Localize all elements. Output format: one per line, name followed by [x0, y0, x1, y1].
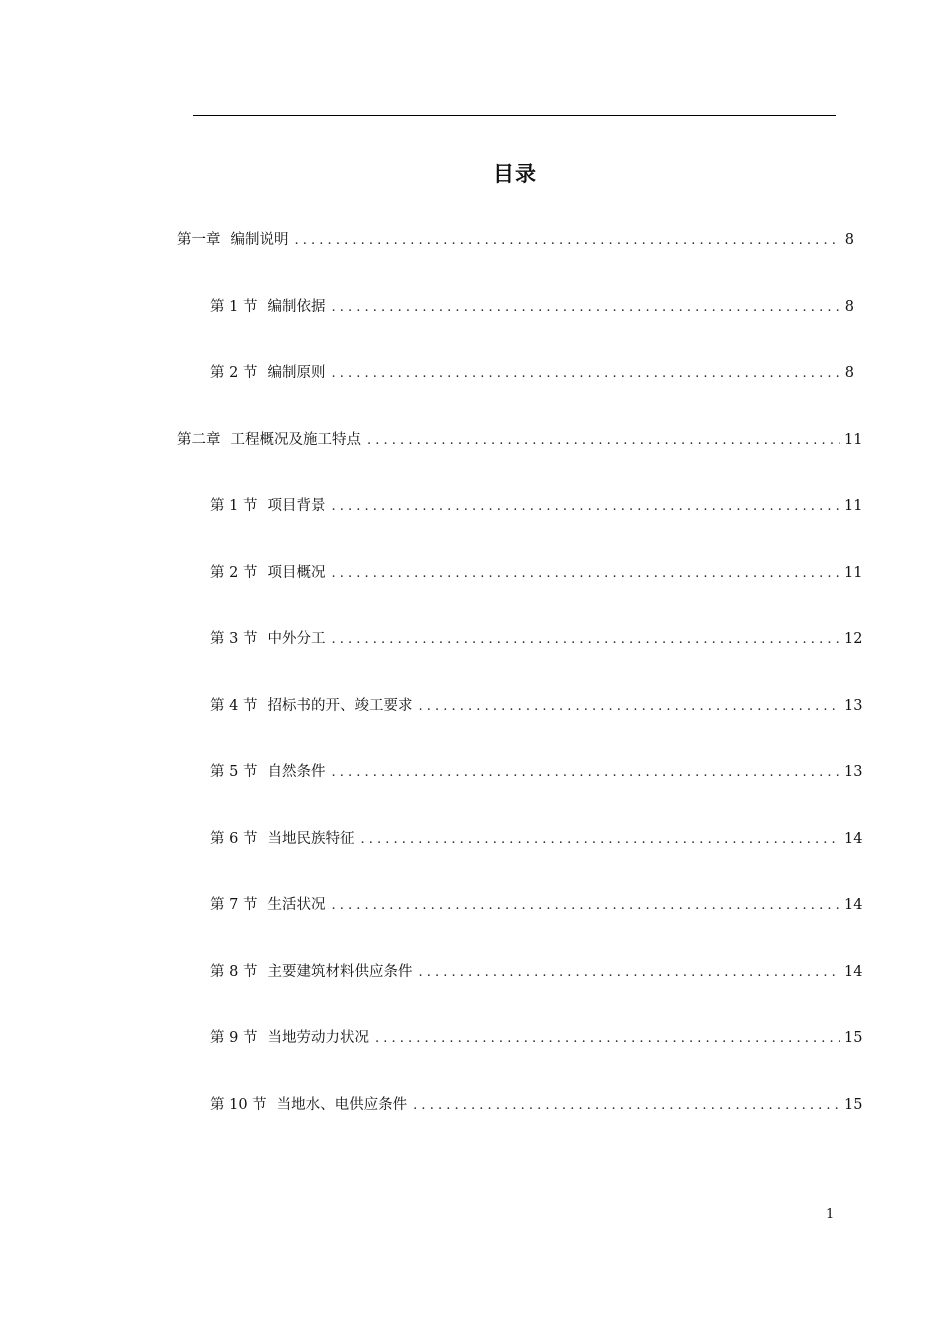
page-number: 1	[826, 1207, 835, 1222]
toc-entry[interactable]	[210, 696, 863, 716]
toc-entry[interactable]	[210, 1028, 863, 1048]
toc-leader-dots	[418, 696, 840, 717]
toc-entry-title: 当地民族特征	[267, 831, 355, 847]
toc-entry-number: 第 3 节	[210, 631, 258, 647]
toc-leader-dots	[331, 762, 840, 783]
toc-leader-dots	[367, 430, 840, 451]
page-title: 目录	[493, 162, 537, 186]
toc-leader-dots	[331, 563, 840, 584]
toc-leader-dots	[331, 629, 840, 650]
toc-entry-title: 当地劳动力状况	[267, 1030, 369, 1046]
toc-leader-dots	[413, 1095, 840, 1116]
toc-entry[interactable]	[210, 496, 863, 516]
toc-entry-title: 编制说明	[230, 232, 289, 248]
toc-entry[interactable]	[210, 762, 863, 782]
toc-leader-dots	[375, 1028, 840, 1049]
toc-entry-number: 第 9 节	[210, 1030, 258, 1046]
toc-entry-title: 项目概况	[267, 565, 326, 581]
toc-entry-number: 第 2 节	[210, 565, 258, 581]
toc-entry-title: 编制原则	[267, 365, 326, 381]
toc-entry-page: 8	[844, 232, 854, 248]
toc-leader-dots	[331, 297, 840, 318]
toc-entry-title: 生活状况	[267, 897, 326, 913]
toc-leader-dots	[331, 895, 840, 916]
toc-entry[interactable]	[210, 895, 863, 915]
toc-entry-number: 第一章	[177, 232, 221, 248]
toc-entry-number: 第二章	[177, 432, 221, 448]
toc-leader-dots	[418, 962, 840, 983]
toc-entry-page: 15	[844, 1030, 863, 1046]
toc-entry[interactable]	[210, 629, 863, 649]
toc-entry[interactable]	[177, 430, 863, 450]
toc-entry[interactable]	[210, 297, 854, 317]
toc-entry[interactable]	[210, 363, 854, 383]
toc-entry[interactable]	[210, 1095, 863, 1115]
toc-entry-number: 第 1 节	[210, 498, 258, 514]
toc-entry-title: 工程概况及施工特点	[230, 432, 361, 448]
toc-entry-title: 项目背景	[267, 498, 326, 514]
toc-entry-number: 第 4 节	[210, 698, 258, 714]
toc-entry-page: 13	[844, 698, 863, 714]
toc-entry-number: 第 10 节	[210, 1097, 267, 1113]
toc-leader-dots	[295, 230, 841, 251]
toc-entry-number: 第 1 节	[210, 299, 258, 315]
toc-entry-page: 11	[844, 565, 863, 581]
toc-leader-dots	[331, 363, 840, 384]
toc-entry-page: 15	[844, 1097, 863, 1113]
toc-entry-title: 中外分工	[267, 631, 326, 647]
toc-entry-title: 当地水、电供应条件	[276, 1097, 408, 1113]
toc-entry-title: 招标书的开、竣工要求	[267, 698, 413, 714]
toc-entry-number: 第 8 节	[210, 964, 258, 980]
toc-entry[interactable]	[210, 829, 863, 849]
toc-entry-number: 第 5 节	[210, 764, 258, 780]
toc-entry[interactable]	[177, 230, 854, 250]
toc-entry-title: 主要建筑材料供应条件	[267, 964, 413, 980]
toc-entry-page: 8	[844, 365, 854, 381]
toc-entry-page: 11	[844, 432, 863, 448]
toc-leader-dots	[331, 496, 840, 517]
toc-entry-number: 第 7 节	[210, 897, 258, 913]
toc-entry-page: 14	[844, 897, 863, 913]
toc-entry-page: 8	[844, 299, 854, 315]
toc-entry-page: 14	[844, 964, 863, 980]
toc-entry-number: 第 2 节	[210, 365, 258, 381]
toc-entry-page: 11	[844, 498, 863, 514]
toc-entry[interactable]	[210, 962, 863, 982]
toc-entry-page: 13	[844, 764, 863, 780]
toc-entry-number: 第 6 节	[210, 831, 258, 847]
toc-entry-page: 14	[844, 831, 863, 847]
toc-entry[interactable]	[210, 563, 863, 583]
toc-entry-page: 12	[844, 631, 863, 647]
toc-entry-title: 自然条件	[267, 764, 326, 780]
toc-entry-title: 编制依据	[267, 299, 326, 315]
toc-leader-dots	[360, 829, 840, 850]
